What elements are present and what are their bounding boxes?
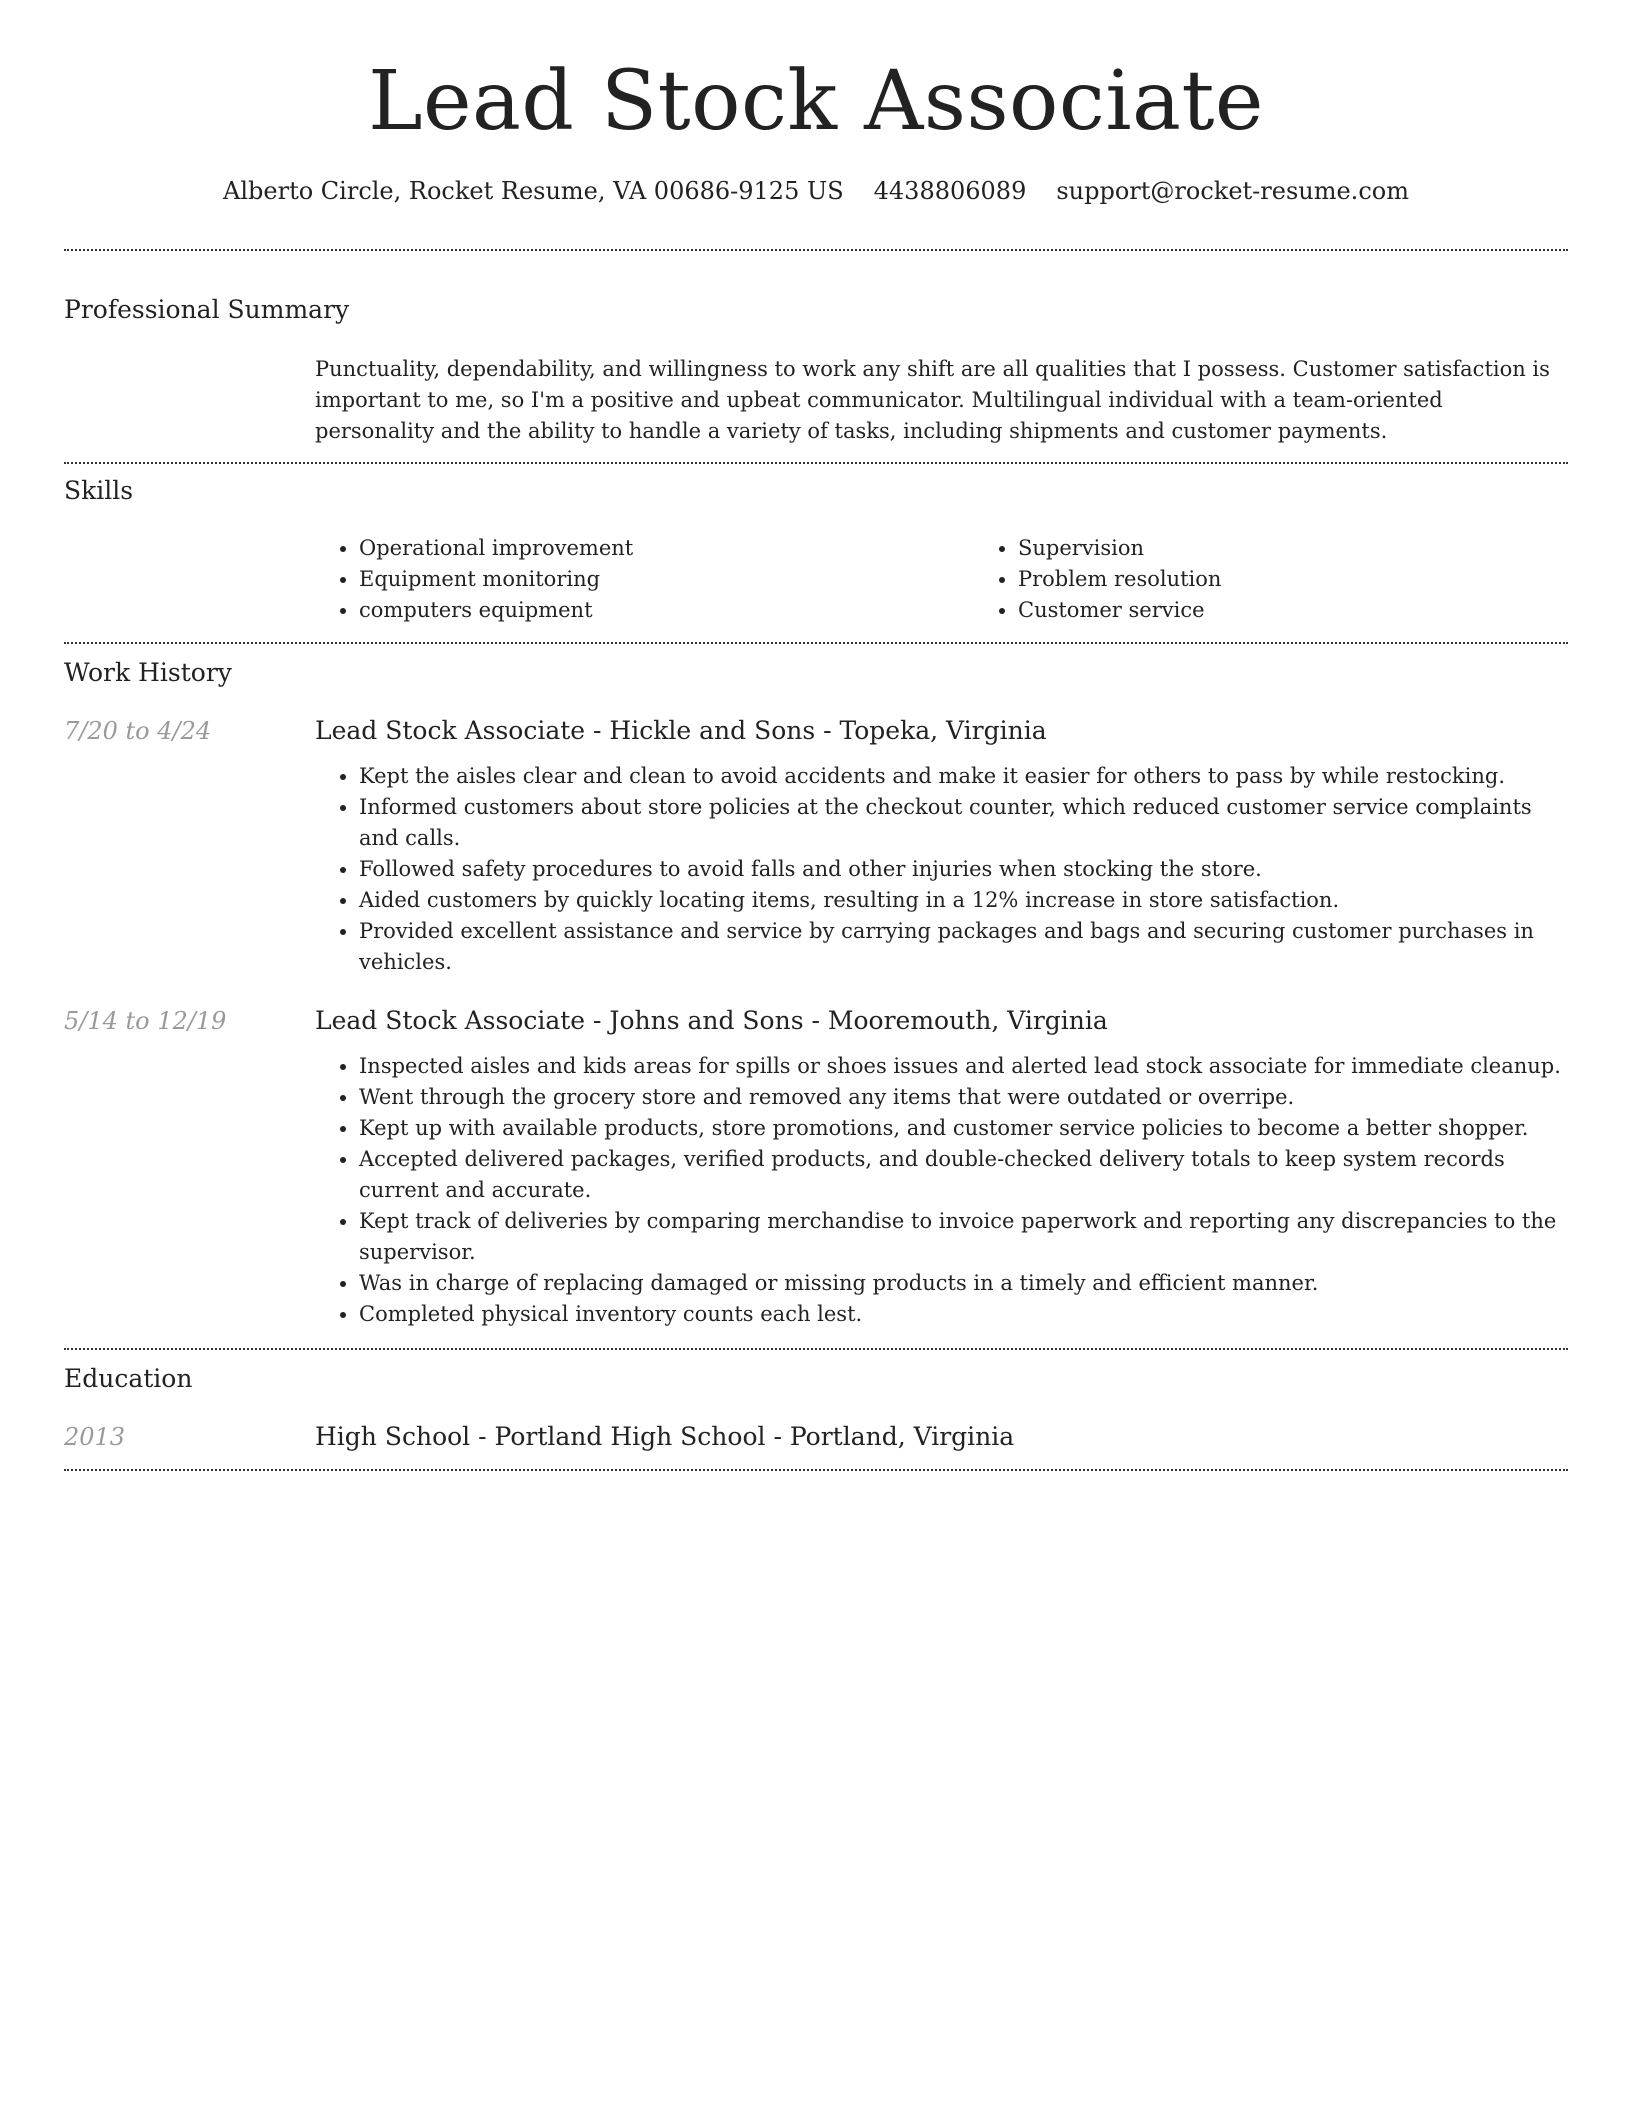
skill-item: • Equipment monitoring <box>359 564 974 595</box>
job-bullet: • Completed physical inventory counts each lest. <box>359 1299 1568 1330</box>
skill-item: • Supervision <box>1018 533 1632 564</box>
job-heading: Lead Stock Associate - Johns and Sons - Mooremouth, Virginia <box>315 1006 1108 1035</box>
job-bullets <box>315 761 1568 978</box>
contact-email: support@rocket-resume.com <box>1056 177 1409 205</box>
job-content <box>315 715 1568 978</box>
job-bullet: • Went through the grocery store and removed any items that were outdated or overripe. <box>359 1082 1568 1113</box>
job-bullet: • Kept up with available products, store promotions, and customer service policies to become a better shopper. <box>359 1113 1568 1144</box>
summary-section <box>64 251 1568 447</box>
skills-heading: Skills <box>64 476 134 505</box>
candidate-title: Lead Stock Associate <box>368 54 1264 149</box>
contact-address: Alberto Circle, Rocket Resume, VA 00686-9125 US <box>223 177 844 205</box>
skills-list-right <box>974 533 1632 626</box>
contact-line <box>64 176 1568 206</box>
skills-list-left <box>315 533 974 626</box>
education-heading-line: High School - Portland High School - Portland, Virginia <box>315 1422 1015 1451</box>
education-section <box>64 1350 1568 1453</box>
skills-row <box>64 533 1568 626</box>
skills-section <box>64 464 1568 626</box>
education-content <box>315 1421 1568 1453</box>
job-content <box>315 1005 1568 1330</box>
job-heading: Lead Stock Associate - Hickle and Sons - Topeka, Virginia <box>315 716 1047 745</box>
job-bullet: • Kept the aisles clear and clean to avoid accidents and make it easier for others to pass by while restocking. <box>359 761 1568 792</box>
work-section <box>64 644 1568 1330</box>
job-bullet: • Kept track of deliveries by comparing merchandise to invoice paperwork and reporting any discrepancies to the supervisor. <box>359 1206 1568 1268</box>
summary-text: Punctuality, dependability, and willingness to work any shift are all qualities that I possess. Customer satisfaction is important to me, so I'm a positive and upbeat communicator. Multilingual individual with a team-oriented personality and the ability to handle a variety of tasks, including shipments and customer payments. <box>315 357 1550 443</box>
job-bullet: • Informed customers about store policies at the checkout counter, which reduced customer service complaints and calls. <box>359 792 1568 854</box>
skill-item: • Problem resolution <box>1018 564 1632 595</box>
summary-spacer <box>64 354 315 447</box>
job-bullet: • Inspected aisles and kids areas for spills or shoes issues and alerted lead stock associate for immediate cleanup. <box>359 1051 1568 1082</box>
job-bullets <box>315 1051 1568 1330</box>
skills-spacer <box>64 533 315 626</box>
job-bullet: • Aided customers by quickly locating items, resulting in a 12% increase in store satisfaction. <box>359 885 1568 916</box>
job-bullet: • Accepted delivered packages, verified products, and double-checked delivery totals to keep system records current and accurate. <box>359 1144 1568 1206</box>
job-entry <box>64 715 1568 978</box>
summary-row <box>64 354 1568 447</box>
education-year: 2013 <box>64 1423 126 1451</box>
summary-content <box>315 354 1568 447</box>
job-bullet: • Was in charge of replacing damaged or missing products in a timely and efficient manner. <box>359 1268 1568 1299</box>
work-heading: Work History <box>64 658 232 687</box>
education-entry <box>64 1421 1568 1453</box>
summary-heading: Professional Summary <box>64 295 350 324</box>
job-dates: 7/20 to 4/24 <box>64 717 212 745</box>
education-heading: Education <box>64 1364 193 1393</box>
skill-item: • Operational improvement <box>359 533 974 564</box>
job-entry <box>64 1005 1568 1330</box>
skill-item: • computers equipment <box>359 595 974 626</box>
job-bullet: • Provided excellent assistance and service by carrying packages and bags and securing customer purchases in vehicles. <box>359 916 1568 978</box>
job-bullet: • Followed safety procedures to avoid falls and other injuries when stocking the store. <box>359 854 1568 885</box>
education-divider <box>64 1469 1568 1471</box>
skills-grid <box>315 533 1632 626</box>
contact-phone: 4438806089 <box>873 177 1027 205</box>
skill-item: • Customer service <box>1018 595 1632 626</box>
job-dates: 5/14 to 12/19 <box>64 1007 227 1035</box>
